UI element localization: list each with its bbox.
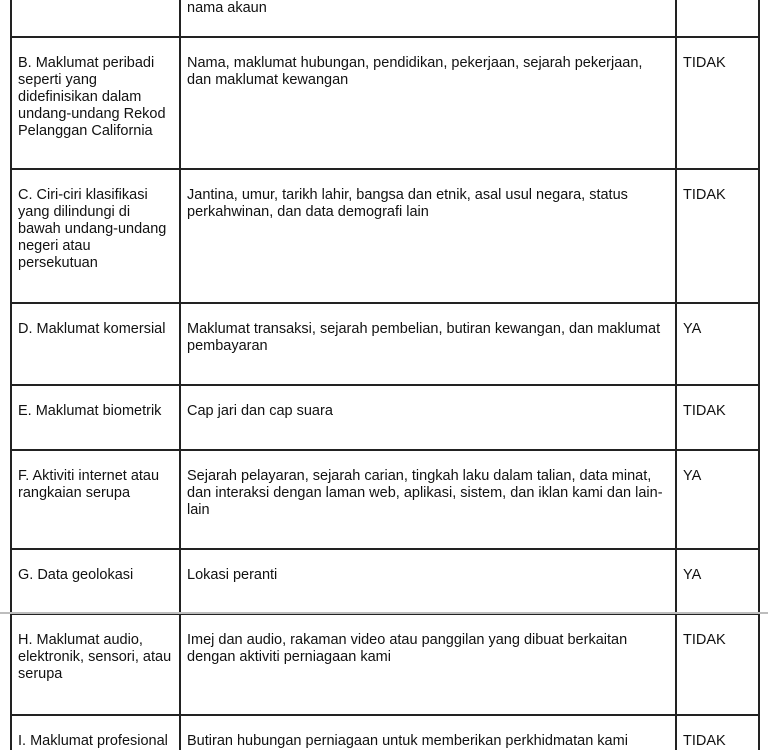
- examples-cell: Sejarah pelayaran, sejarah carian, tingkah laku dalam talian, data minat, dan interaksi dengan laman web, aplikasi, sistem, dan iklan kami dan lain-lain: [180, 450, 676, 549]
- collected-cell: TIDAK: [676, 715, 759, 750]
- category-cell: C. Ciri-ciri klasifikasi yang dilindungi di bawah undang-undang negeri atau persekutuan: [11, 169, 180, 303]
- table-row: [11, 0, 759, 37]
- examples-cell: Jantina, umur, tarikh lahir, bangsa dan etnik, asal usul negara, status perkahwinan, dan data demografi lain: [180, 169, 676, 303]
- collected-cell: [676, 0, 759, 37]
- category-cell: E. Maklumat biometrik: [11, 385, 180, 450]
- examples-cell: Imej dan audio, rakaman video atau panggilan yang dibuat berkaitan dengan aktiviti perniagaan kami: [180, 614, 676, 715]
- examples-cell: Cap jari dan cap suara: [180, 385, 676, 450]
- examples-cell: Lokasi peranti: [180, 549, 676, 614]
- category-cell: F. Aktiviti internet atau rangkaian serupa: [11, 450, 180, 549]
- collected-cell: TIDAK: [676, 169, 759, 303]
- category-cell: [11, 0, 180, 37]
- table-row: [11, 614, 759, 715]
- table-row: [11, 450, 759, 549]
- table-row: [11, 549, 759, 614]
- table-row: [11, 169, 759, 303]
- page-break-divider: [0, 612, 768, 614]
- examples-cell: Butiran hubungan perniagaan untuk memberikan perkhidmatan kami: [180, 715, 676, 750]
- data-categories-table-wrapper: [10, 0, 758, 750]
- category-cell: D. Maklumat komersial: [11, 303, 180, 385]
- table-row: [11, 303, 759, 385]
- examples-cell: Nama, maklumat hubungan, pendidikan, pekerjaan, sejarah pekerjaan, dan maklumat kewangan: [180, 37, 676, 169]
- collected-cell: YA: [676, 549, 759, 614]
- collected-cell: TIDAK: [676, 385, 759, 450]
- personal-data-categories-table: [10, 0, 760, 750]
- collected-cell: TIDAK: [676, 614, 759, 715]
- table-row: [11, 37, 759, 169]
- table-row: [11, 385, 759, 450]
- collected-cell: TIDAK: [676, 37, 759, 169]
- examples-cell: Maklumat transaksi, sejarah pembelian, butiran kewangan, dan maklumat pembayaran: [180, 303, 676, 385]
- table-row: [11, 715, 759, 750]
- category-cell: B. Maklumat peribadi seperti yang didefinisikan dalam undang-undang Rekod Pelanggan California: [11, 37, 180, 169]
- category-cell: H. Maklumat audio, elektronik, sensori, atau serupa: [11, 614, 180, 715]
- category-cell: G. Data geolokasi: [11, 549, 180, 614]
- category-cell: I. Maklumat profesional: [11, 715, 180, 750]
- examples-cell: nama akaun: [180, 0, 676, 37]
- collected-cell: YA: [676, 450, 759, 549]
- collected-cell: YA: [676, 303, 759, 385]
